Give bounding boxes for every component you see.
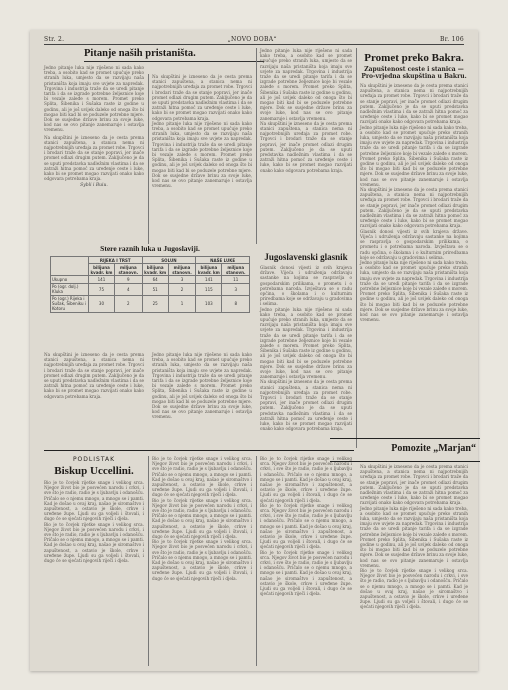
article-title-ports: Pitanje naših pristaništa. (84, 48, 196, 59)
article-title-marjan: Pomozite „Marjan“ (391, 443, 476, 454)
page-header (44, 36, 464, 43)
feuilleton-body-5: Bio je to čovjek rijetke snage i velikog srca. Njegov život bio je posvećen narodu i crkvi, i sve što je radio, radio je s ljubavlju i odanošću. Pričalo se o njemu mnogo, a mnogo se i pamti. Kad je došao u ovaj kraj, našao je siromaštvo i zapuštenost, a ostavio je škole, crkve i uređene župe. Ljudi su ga voljeli i štovali, i dugo će se sjećati njegovih riječi i djela. (152, 539, 252, 581)
article-body-col2: Na skupštini je izneseno da je cesta prema stanici zapuštena, a stanica nema ni najpotrebnijih uređaja za promet robe. Trgovci i brodari traže da se stanje popravi, jer inače promet odlazi drugim putem. Zaključeno je da se uputi predstavka nadležnim vlastima i da se zatraži hitna pomoć za uređenje ceste i luke, kako bi se promet mogao razvijati onako kako odgovara potrebama kraja. (152, 74, 252, 121)
header-rule (44, 44, 464, 45)
article-body-bakar-4: Glasnik donosi vijesti iz svih krajeva države. Vijeća i udruženja održavaju sastanke na kojima se raspravlja o gospodarskim prilikama, o prometu i o potrebama naroda. Izvještava se o radu općina, o školama i o kulturnim priredbama koje se održavaju u gradovima i selima. (360, 228, 468, 260)
cell: 8 (222, 295, 250, 312)
cell: 75 (88, 283, 114, 295)
column-divider (148, 74, 149, 244)
cell: 3 (222, 283, 250, 295)
article-body-bakar-2: Jedno pitanje luka nije riješeno ni sada kako treba, a osobito kad se promet upućuje preko stranih luka, umjesto da se razvijaju naša pristaništa koja imaju sve uvjete za napredak. Trgovina i industrija traže da se uredi pitanje tarifa i da se izgrade potrebne željeznice koje bi vezale zaleđe s morem. Promet preko Splita, Šibenika i Sušaka raste iz godine u godinu, ali je još uvijek daleko od onoga što bi mogao biti kad bi se poduzele potrebne mjere. Dok se susjedne države brinu za svoje luke, kod nas se ovo pitanje zanemaruje i ostavlja vremenu. (360, 124, 468, 187)
table-corner (51, 257, 89, 276)
column-2-lower (152, 352, 252, 448)
cell: 115 (196, 283, 222, 295)
cell: 9 (115, 276, 143, 283)
article-body-glasnik-2: Jedno pitanje luka nije riješeno ni sada kako treba, a osobito kad se promet upućuje preko stranih luka, umjesto da se razvijaju naša pristaništa koja imaju sve uvjete za napredak. Trgovina i industrija traže da se uredi pitanje tarifa i da se izgrade potrebne željeznice koje bi vezale zaleđe s morem. Promet preko Splita, Šibenika i Sušaka raste iz godine u godinu, ali je još uvijek daleko od onoga što bi mogao biti kad bi se poduzele potrebne mjere. Dok se susjedne države brinu za svoje luke, kod nas se ovo pitanje zanemaruje i ostavlja vremenu. (260, 306, 352, 380)
cell: 25 (142, 295, 168, 312)
table-row (51, 295, 250, 312)
table-subheader: miljuna stanovn. (168, 264, 196, 276)
table-group-header: NAŠE LUKE (196, 257, 250, 264)
article-title-glasnik: Jugoslavenski glasnik (264, 252, 348, 262)
table-group-header: SOLUN (142, 257, 196, 264)
stats-title: Stere raznih luka u Jugoslaviji. (100, 244, 200, 253)
article-body-bakar-5: Jedno pitanje luka nije riješeno ni sada kako treba, a osobito kad se promet upućuje preko stranih luka, umjesto da se razvijaju naša pristaništa koja imaju sve uvjete za napredak. Trgovina i industrija traže da se uredi pitanje tarifa i da se izgrade potrebne željeznice koje bi vezale zaleđe s morem. Promet preko Splita, Šibenika i Sušaka raste iz godine u godinu, ali je još uvijek daleko od onoga što bi mogao biti kad bi se poduzele potrebne mjere. Dok se susjedne države brinu za svoje luke, kod nas se ovo pitanje zanemaruje i ostavlja vremenu. (360, 259, 468, 323)
feuilleton-title: Biskup Uccellini. (54, 465, 134, 477)
column-divider (148, 456, 149, 666)
article-signature: Sybli i Buiu. (80, 183, 108, 189)
table-row (51, 276, 250, 283)
feuilleton-body-6: Bio je to čovjek rijetke snage i velikog srca. Njegov život bio je posvećen narodu i crkvi, i sve što je radio, radio je s ljubavlju i odanošću. Pričalo se o njemu mnogo, a mnogo se i pamti. Kad je došao u ovaj kraj, našao je siromaštvo i zapuštenost, a ostavio je škole, crkve i uređene župe. Ljudi su ga voljeli i štovali, i dugo će se sjećati njegovih riječi i djela. (260, 456, 352, 503)
feuilleton-body: Bio je to čovjek rijetke snage i velikog srca. Njegov život bio je posvećen narodu i crkvi, i sve što je radio, radio je s ljubavlju i odanošću. Pričalo se o njemu mnogo, a mnogo se i pamti. Kad je došao u ovaj kraj, našao je siromaštvo i zapuštenost, a ostavio je škole, crkve i uređene župe. Ljudi su ga voljeli i štovali, i dugo će se sjećati njegovih riječi i djela. (44, 480, 144, 522)
column-2 (152, 74, 252, 242)
column-1 (44, 48, 196, 240)
row-label: Po (ogr. dolj.) Kluka (51, 283, 89, 295)
cell: 64 (142, 276, 168, 283)
feuilleton-body-4: Bio je to čovjek rijetke snage i velikog srca. Njegov život bio je posvećen narodu i crkvi, i sve što je radio, radio je s ljubavlju i odanošću. Pričalo se o njemu mnogo, a mnogo se i pamti. Kad je došao u ovaj kraj, našao je siromaštvo i zapuštenost, a ostavio je škole, crkve i uređene župe. Ljudi su ga voljeli i štovali, i dugo će se sjećati njegovih riječi i djela. (152, 497, 252, 540)
stats-table (50, 256, 250, 313)
feuilleton-column-1 (44, 456, 144, 668)
article-body-ports: Jedno pitanje luka nije riješeno ni sada kako treba, a osobito kad se promet upućuje preko stranih luka, umjesto da se razvijaju naša pristaništa koja imaju sve uvjete za napredak. Trgovina i industrija traže da se uredi pitanje tarifa i da se izgrade potrebne željeznice koje bi vezale zaleđe s morem. Promet preko Splita, Šibenika i Sušaka raste iz godine u godinu, ali je još uvijek daleko od onoga što bi mogao biti kad bi se poduzele potrebne mjere. Dok se susjedne države brinu za svoje luke, kod nas se ovo pitanje zanemaruje i ostavlja vremenu. (44, 65, 144, 133)
column-3 (260, 48, 352, 244)
table-group-header: RIJEKA I TRST (88, 257, 142, 264)
column-divider (256, 48, 257, 244)
article-body-col3: Jedno pitanje luka nije riješeno ni sada kako treba, a osobito kad se promet upućuje preko stranih luka, umjesto da se razvijaju naša pristaništa koja imaju sve uvjete za napredak. Trgovina i industrija traže da se uredi pitanje tarifa i da se izgrade potrebne željeznice koje bi vezale zaleđe s morem. Promet preko Splita, Šibenika i Sušaka raste iz godine u godinu, ali je još uvijek daleko od onoga što bi mogao biti kad bi se poduzele potrebne mjere. Dok se susjedne države brinu za svoje luke, kod nas se ovo pitanje zanemaruje i ostavlja vremenu. (260, 48, 352, 121)
feuilleton-label: PODLISTAK (72, 456, 116, 463)
cell: 3 (168, 276, 196, 283)
issue-number: Br. 106 (439, 36, 464, 43)
article-body-col3b: Na skupštini je izneseno da je cesta prema stanici zapuštena, a stanica nema ni najpotrebnijih uređaja za promet robe. Trgovci i brodari traže da se stanje popravi, jer inače promet odlazi drugim putem. Zaključeno je da se uputi predstavka nadležnim vlastima i da se zatraži hitna pomoć za uređenje ceste i luke, kako bi se promet mogao razvijati onako kako odgovara potrebama kraja. (260, 120, 352, 173)
table-subheader: miljuna stanovn. (222, 264, 250, 276)
article-title-bakar: Promet preko Bakra. (364, 52, 464, 64)
table-row (51, 283, 250, 295)
table-subheader: bilijuna kvadr. km (196, 264, 222, 276)
newspaper-page (30, 30, 478, 671)
article-subtitle-bakar: Zapuštenost ceste i stanica — Pro-vrjedna skupština u Bakru. (361, 66, 467, 80)
marjan-box (330, 438, 480, 462)
article-body-glasnik-3: Na skupštini je izneseno da je cesta prema stanici zapuštena, a stanica nema ni najpotrebnijih uređaja za promet robe. Trgovci i brodari traže da se stanje popravi, jer inače promet odlazi drugim putem. Zaključeno je da se uputi predstavka nadležnim vlastima i da se zatraži hitna pomoć za uređenje ceste i luke, kako bi se promet mogao razvijati onako kako odgovara potrebama kraja. (260, 379, 352, 432)
column-divider (356, 48, 357, 448)
feuilleton-column-3 (260, 456, 352, 668)
cell: 103 (196, 295, 222, 312)
table-subheader: bilijuna kvadr. km (88, 264, 114, 276)
cell: 30 (88, 295, 114, 312)
cell: 1 (168, 295, 196, 312)
column-1-lower (44, 352, 144, 448)
column-4 (360, 48, 468, 438)
article-body-bakar-3: Na skupštini je izneseno da je cesta prema stanici zapuštena, a stanica nema ni najpotrebnijih uređaja za promet robe. Trgovci i brodari traže da se stanje popravi, jer inače promet odlazi drugim putem. Zaključeno je da se uputi predstavka nadležnim vlastima i da se zatraži hitna pomoć za uređenje ceste i luke, kako bi se promet mogao razvijati onako kako odgovara potrebama kraja. (360, 187, 468, 229)
cell: 2 (115, 295, 143, 312)
article-body-bakar: Na skupštini je izneseno da je cesta prema stanici zapuštena, a stanica nema ni najpotrebnijih uređaja za promet robe. Trgovci i brodari traže da se stanje popravi, jer inače promet odlazi drugim putem. Zaključeno je da se uputi predstavka nadležnim vlastima i da se zatraži hitna pomoć za uređenje ceste i luke, kako bi se promet mogao razvijati onako kako odgovara potrebama kraja. (360, 83, 468, 125)
article-body-ports-2: Na skupštini je izneseno da je cesta prema stanici zapuštena, a stanica nema ni najpotrebnijih uređaja za promet robe. Trgovci i brodari traže da se stanje popravi, jer inače promet odlazi drugim putem. Zaključeno je da se uputi predstavka nadležnim vlastima i da se zatraži hitna pomoć za uređenje ceste i luke, kako bi se promet mogao razvijati onako kako odgovara potrebama kraja. (44, 134, 144, 182)
column-4-lower (360, 464, 468, 668)
feuilleton-body-8: Bio je to čovjek rijetke snage i velikog srca. Njegov život bio je posvećen narodu i crkvi, i sve što je radio, radio je s ljubavlju i odanošću. Pričalo se o njemu mnogo, a mnogo se i pamti. Kad je došao u ovaj kraj, našao je siromaštvo i zapuštenost, a ostavio je škole, crkve i uređene župe. Ljudi su ga voljeli i štovali, i dugo će se sjećati njegovih riječi i djela. (260, 549, 352, 597)
article-body-lower2: Jedno pitanje luka nije riješeno ni sada kako treba, a osobito kad se promet upućuje preko stranih luka, umjesto da se razvijaju naša pristaništa koja imaju sve uvjete za napredak. Trgovina i industrija traže da se uredi pitanje tarifa i da se izgrade potrebne željeznice koje bi vezale zaleđe s morem. Promet preko Splita, Šibenika i Sušaka raste iz godine u godinu, ali je još uvijek daleko od onoga što bi mogao biti kad bi se poduzele potrebne mjere. Dok se susjedne države brinu za svoje luke, kod nas se ovo pitanje zanemaruje i ostavlja vremenu. (152, 352, 252, 420)
article-body-marjan-3: Bio je to čovjek rijetke snage i velikog srca. Njegov život bio je posvećen narodu i crkvi, i sve što je radio, radio je s ljubavlju i odanošću. Pričalo se o njemu mnogo, a mnogo se i pamti. Kad je došao u ovaj kraj, našao je siromaštvo i zapuštenost, a ostavio je škole, crkve i uređene župe. Ljudi su ga voljeli i štovali, i dugo će se sjećati njegovih riječi i djela. (360, 568, 468, 610)
article-body-marjan: Na skupštini je izneseno da je cesta prema stanici zapuštena, a stanica nema ni najpotrebnijih uređaja za promet robe. Trgovci i brodari traže da se stanje popravi, jer inače promet odlazi drugim putem. Zaključeno je da se uputi predstavka nadležnim vlastima i da se zatraži hitna pomoć za uređenje ceste i luke, kako bi se promet mogao razvijati onako kako odgovara potrebama kraja. (360, 464, 468, 506)
cell: 2 (168, 283, 196, 295)
stats-block (50, 244, 250, 348)
feuilleton-body-3: Bio je to čovjek rijetke snage i velikog srca. Njegov život bio je posvećen narodu i crkvi, i sve što je radio, radio je s ljubavlju i odanošću. Pričalo se o njemu mnogo, a mnogo se i pamti. Kad je došao u ovaj kraj, našao je siromaštvo i zapuštenost, a ostavio je škole, crkve i uređene župe. Ljudi su ga voljeli i štovali, i dugo će se sjećati njegovih riječi i djela. (152, 456, 252, 498)
row-label: Po (ogr.) Rijeka i Sušak, Šibeniku i Kotoru (51, 295, 89, 312)
feuilleton-rule (44, 450, 354, 451)
table-subheader: bilijuna kvadr. km (142, 264, 168, 276)
page-number: Str. 2. (44, 36, 65, 43)
article-body-lower1: Na skupštini je izneseno da je cesta prema stanici zapuštena, a stanica nema ni najpotrebnijih uređaja za promet robe. Trgovci i brodari traže da se stanje popravi, jer inače promet odlazi drugim putem. Zaključeno je da se uputi predstavka nadležnim vlastima i da se zatraži hitna pomoć za uređenje ceste i luke, kako bi se promet mogao razvijati onako kako odgovara potrebama kraja. (44, 352, 144, 399)
cell: 141 (196, 276, 222, 283)
article-body-marjan-2: Jedno pitanje luka nije riješeno ni sada kako treba, a osobito kad se promet upućuje preko stranih luka, umjesto da se razvijaju naša pristaništa koja imaju sve uvjete za napredak. Trgovina i industrija traže da se uredi pitanje tarifa i da se izgrade potrebne željeznice koje bi vezale zaleđe s morem. Promet preko Splita, Šibenika i Sušaka raste iz godine u godinu, ali je još uvijek daleko od onoga što bi mogao biti kad bi se poduzele potrebne mjere. Dok se susjedne države brinu za svoje luke, kod nas se ovo pitanje zanemaruje i ostavlja vremenu. (360, 505, 468, 568)
feuilleton-body-7: Bio je to čovjek rijetke snage i velikog srca. Njegov život bio je posvećen narodu i crkvi, i sve što je radio, radio je s ljubavlju i odanošću. Pričalo se o njemu mnogo, a mnogo se i pamti. Kad je došao u ovaj kraj, našao je siromaštvo i zapuštenost, a ostavio je škole, crkve i uređene župe. Ljudi su ga voljeli i štovali, i dugo će se sjećati njegovih riječi i djela. (260, 502, 352, 550)
feuilleton-column-2 (152, 456, 252, 668)
paper-name: „NOVO DOBA“ (227, 36, 277, 43)
article-body-glasnik: Glasnik donosi vijesti iz svih krajeva države. Vijeća i udruženja održavaju sastanke na kojima se raspravlja o gospodarskim prilikama, o prometu i o potrebama naroda. Izvještava se o radu općina, o školama i o kulturnim priredbama koje se održavaju u gradovima i selima. (260, 265, 352, 307)
column-3-lower (260, 248, 352, 448)
cell: 4 (115, 283, 143, 295)
feuilleton-body-2: Bio je to čovjek rijetke snage i velikog srca. Njegov život bio je posvećen narodu i crkvi, i sve što je radio, radio je s ljubavlju i odanošću. Pričalo se o njemu mnogo, a mnogo se i pamti. Kad je došao u ovaj kraj, našao je siromaštvo i zapuštenost, a ostavio je škole, crkve i uređene župe. Ljudi su ga voljeli i štovali, i dugo će se sjećati njegovih riječi i djela. (44, 521, 144, 564)
cell: 141 (88, 276, 114, 283)
article-body-col2b: Jedno pitanje luka nije riješeno ni sada kako treba, a osobito kad se promet upućuje preko stranih luka, umjesto da se razvijaju naša pristaništa koja imaju sve uvjete za napredak. Trgovina i industrija traže da se uredi pitanje tarifa i da se izgrade potrebne željeznice koje bi vezale zaleđe s morem. Promet preko Splita, Šibenika i Sušaka raste iz godine u godinu, ali je još uvijek daleko od onoga što bi mogao biti kad bi se poduzele potrebne mjere. Dok se susjedne države brinu za svoje luke, kod nas se ovo pitanje zanemaruje i ostavlja vremenu. (152, 120, 252, 189)
table-subheader: miljuna stanovn. (115, 264, 143, 276)
column-divider (256, 456, 257, 666)
title-underline (84, 61, 264, 62)
cell: 51 (142, 283, 168, 295)
row-label: Ukupno (51, 276, 89, 283)
cell: 11 (222, 276, 250, 283)
